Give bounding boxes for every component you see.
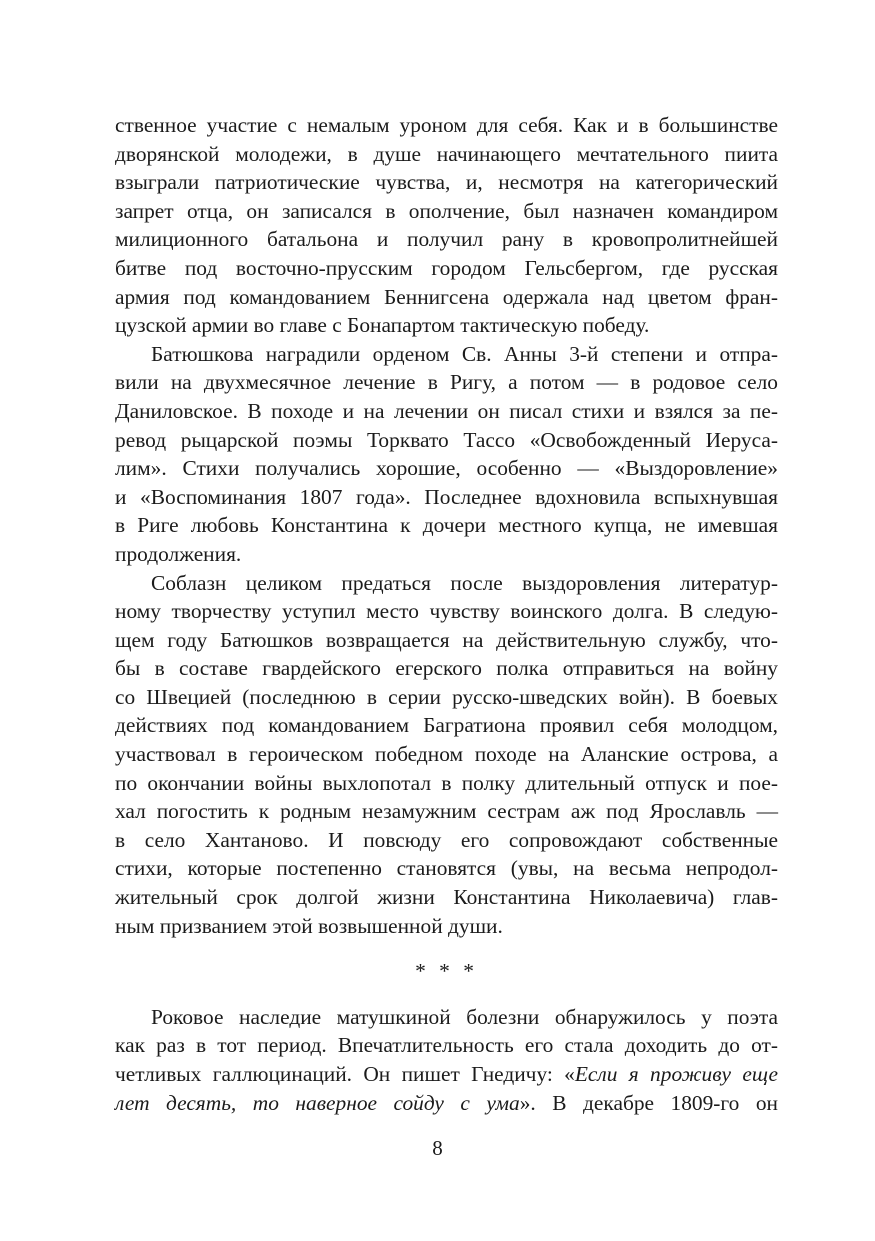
italic-quote: Если я проживу еще	[574, 1062, 778, 1086]
text-line: Батюшкова наградили орденом Св. Анны 3-й степени и отпра-	[151, 341, 778, 366]
text-line: запрет отца, он записался в ополчение, был назначен командиром	[115, 198, 778, 223]
text-line: в Риге любовь Константина к дочери местного купца, не имевшая	[115, 513, 778, 538]
text-line: Роковое наследие матушкиной болезни обнаружилось у поэта	[151, 1004, 778, 1029]
paragraph-1	[115, 111, 778, 340]
text-line: Соблазн целиком предаться после выздоровления литератур-	[151, 570, 778, 595]
text-segment: четливых галлюцинаций. Он пишет Гнедичу: «	[115, 1062, 575, 1086]
text-line: взыграли патриотические чувства, и, несмотря на категорический	[115, 170, 778, 195]
italic-quote: лет десять, то наверное сойду с ума	[115, 1090, 520, 1115]
text-line: армия под командованием Беннигсена одержала над цветом фран-	[115, 284, 778, 309]
text-line: дворянской молодежи, в душе начинающего мечтательного пиита	[115, 141, 778, 166]
text-line	[115, 1060, 778, 1089]
text-line: ным призванием этой возвышенной души.	[115, 913, 503, 938]
text-line: ному творчеству уступил место чувству воинского долга. В следую-	[115, 599, 778, 624]
paragraph-4	[115, 1003, 778, 1117]
section-separator: * * *	[415, 959, 478, 984]
text-line: как раз в тот период. Впечатлительность его стала доходить до от-	[115, 1033, 778, 1058]
text-line: ственное участие с немалым уроном для себя. Как и в большинстве	[115, 113, 778, 137]
text-line	[115, 1089, 778, 1118]
text-line: бы в составе гвардейского егерского полка отправиться на войну	[115, 656, 778, 681]
text-line: действиях под командованием Багратиона проявил себя молодцом,	[115, 713, 778, 738]
body-text	[115, 111, 778, 1117]
text-line: жительный срок долгой жизни Константина Николаевича) глав-	[115, 885, 778, 910]
text-line: по окончании войны выхлопотал в полку длительный отпуск и пое-	[115, 770, 778, 795]
text-line: и «Воспоминания 1807 года». Последнее вдохновила вспыхнувшая	[115, 484, 778, 509]
page-number: 8	[432, 1136, 443, 1160]
text-line: цузской армии во главе с Бонапартом тактическую победу.	[115, 313, 650, 338]
text-line: стихи, которые постепенно становятся (увы, на весьма непродол-	[115, 856, 778, 881]
text-line: вили на двухмесячное лечение в Ригу, а потом — в родовое село	[115, 370, 778, 395]
text-line: участвовал в героическом победном походе на Аланские острова, а	[115, 742, 778, 767]
text-line: продолжения.	[115, 541, 242, 566]
text-line: Даниловское. В походе и на лечении он писал стихи и взялся за пе-	[115, 398, 778, 423]
text-line: в село Хантаново. И повсюду его сопровождают собственные	[115, 827, 778, 852]
paragraph-2	[115, 340, 778, 569]
text-line: хал погостить к родным незамужним сестрам аж под Ярославль —	[115, 799, 778, 824]
text-line: лим». Стихи получались хорошие, особенно — «Выздоровление»	[115, 456, 778, 481]
text-line: милиционного батальона и получил рану в кровопролитнейшей	[115, 227, 778, 252]
text-line: битве под восточно-прусским городом Гельсбергом, где русская	[115, 255, 778, 280]
text-segment: ». В декабре 1809-го он	[519, 1090, 779, 1115]
text-line: щем году Батюшков возвращается на действительную службу, что-	[115, 627, 778, 652]
paragraph-3	[115, 569, 778, 941]
text-line: ревод рыцарской поэмы Торквато Тассо «Освобожденный Иеруса-	[115, 427, 778, 452]
text-line: со Швецией (последнюю в серии русско-шведских войн). В боевых	[115, 684, 778, 709]
